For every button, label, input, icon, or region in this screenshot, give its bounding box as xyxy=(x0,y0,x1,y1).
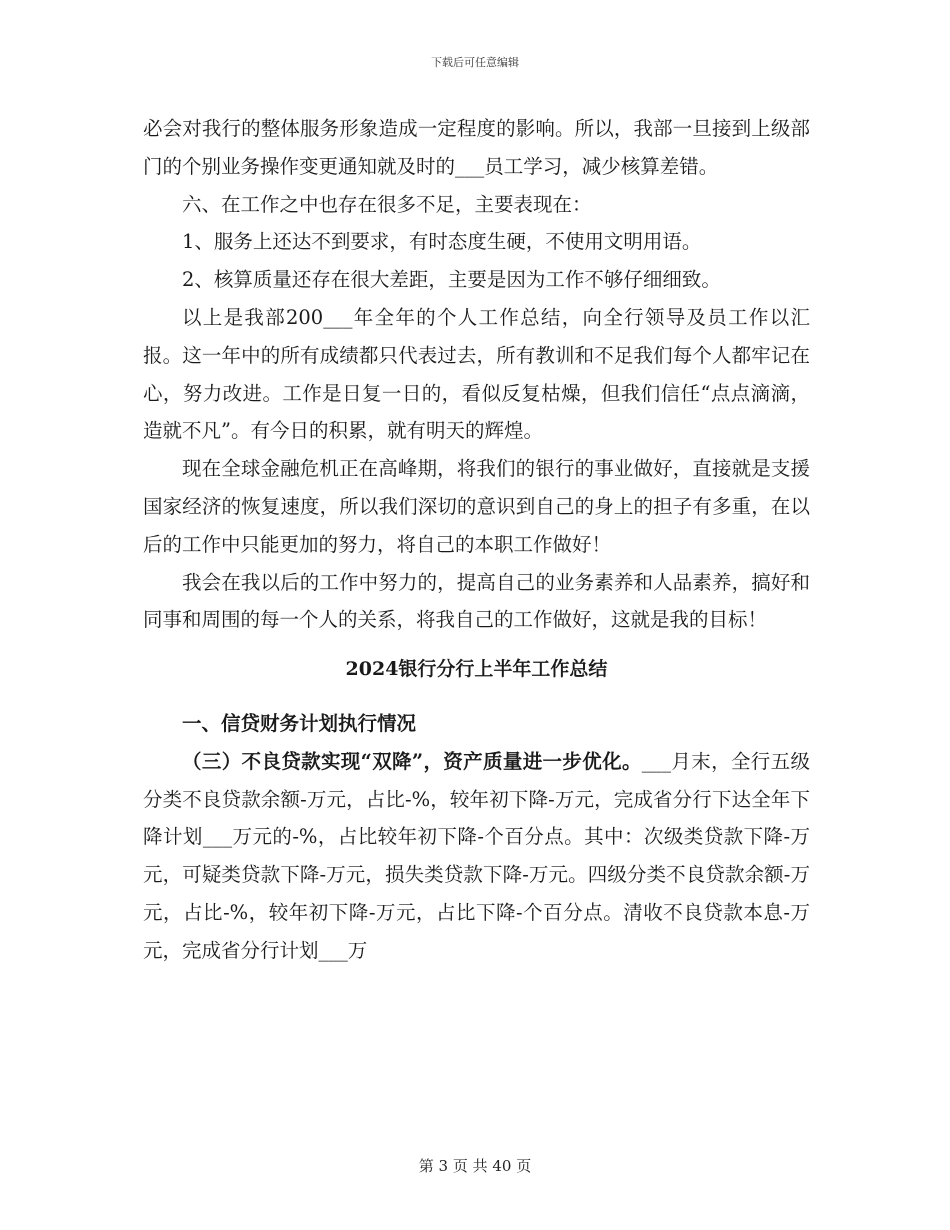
paragraph-lead: （三）不良贷款实现“双降”，资产质量进一步优化。 xyxy=(182,749,642,773)
page-footer: 第 3 页 共 40 页 xyxy=(418,1157,532,1175)
paragraph-continuation: 必会对我行的整体服务形象造成一定程度的影响。所以，我部一旦接到上级部门的个别业务操作变更通知就及时的___员工学习，减少核算差错。 xyxy=(143,117,810,178)
paragraph-summary: 以上是我部200___年全年的个人工作总结，向全行领导及员工作以汇报。这一年中的所有成绩都只代表过去，所有教训和不足我们每个人都牢记在心，努力改进。工作是日复一日的，看似反复枯燥，但我们信任“点点滴滴，造就不凡”。有今日的积累，就有明天的辉煌。 xyxy=(143,305,810,443)
section-title: 2024银行分行上半年工作总结 xyxy=(345,658,608,681)
list-item-service: 1、服务上还达不到要求，有时态度生硬，不使用文明用语。 xyxy=(182,230,702,254)
section-heading: 一、信贷财务计划执行情况 xyxy=(182,711,417,735)
paragraph-nonperforming-loans-text: ___月末，全行五级分类不良贷款余额-万元，占比-%，较年初下降-万元，完成省分行下达全年下降计划___万元的-%，占比较年初下降-个百分点。其中：次级类贷款下降-万元，可疑类贷款下降-万元，损失类贷款下降-万元。四级分类不良贷款余额-万元，占比-%，较年初下降-万元，占比下降-个百分点。清收不良贷款本息-万元，完成省分行计划___万 xyxy=(143,749,810,962)
paragraph-financial-crisis: 现在全球金融危机正在高峰期，将我们的银行的事业做好，直接就是支援国家经济的恢复速度，所以我们深切的意识到自己的身上的担子有多重，在以后的工作中只能更加的努力，将自己的本职工作做好！ xyxy=(143,457,810,556)
document-body xyxy=(143,110,810,970)
paragraph-goal: 我会在我以后的工作中努力的，提高自己的业务素养和人品素养，搞好和同事和周围的每一个人的关系，将我自己的工作做好，这就是我的目标！ xyxy=(143,570,810,632)
paragraph-nonperforming-loans xyxy=(143,743,810,970)
paragraph-shortcomings-intro: 六、在工作之中也存在很多不足，主要表现在： xyxy=(182,192,592,216)
list-item-accounting: 2、核算质量还存在很大差距，主要是因为工作不够仔细细致。 xyxy=(182,268,721,292)
page-header: 下载后可任意编辑 xyxy=(431,56,519,69)
